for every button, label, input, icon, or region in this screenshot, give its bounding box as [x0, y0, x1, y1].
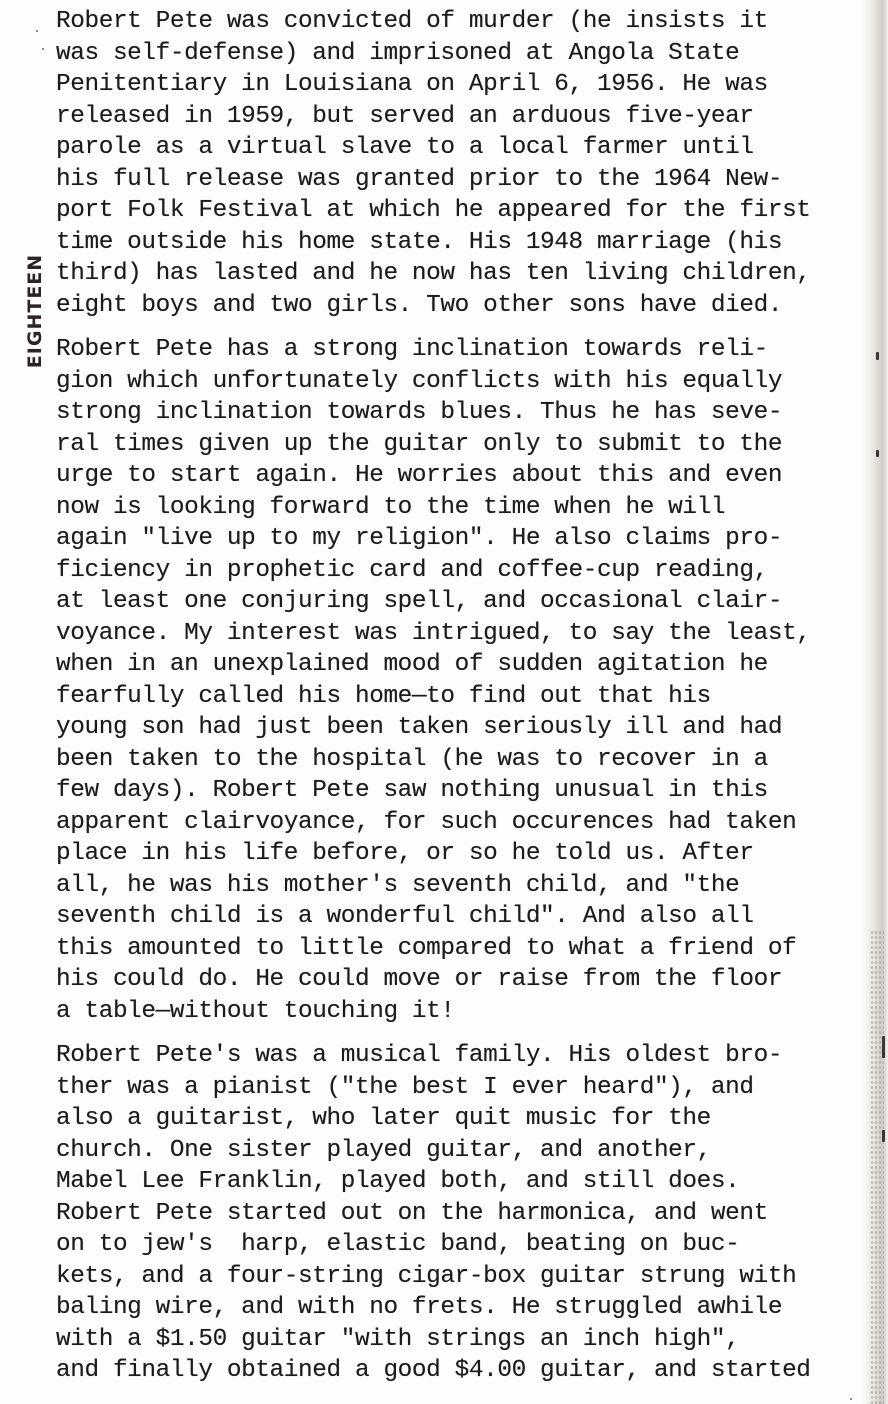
- text-line: ral times given up the guitar only to submit to the: [56, 430, 783, 458]
- text-line: Robert Pete's was a musical family. His oldest bro-: [56, 1042, 783, 1069]
- text-line: port Folk Festival at which he appeared for the first: [56, 197, 811, 224]
- text-line: Mabel Lee Franklin, played both, and still does.: [56, 1168, 740, 1195]
- text-line: voyance. My interest was intrigued, to say the least,: [56, 619, 811, 647]
- text-line: Penitentiary in Louisiana on April 6, 1956. He was: [56, 71, 768, 98]
- text-line: seventh child is a wonderful child". And also all: [56, 903, 754, 930]
- margin-annotation-text: EIGHTEEN: [24, 253, 46, 369]
- text-line: was self-defense) and imprisoned at Angola State: [56, 39, 740, 67]
- margin-tick-mark: [882, 1036, 885, 1058]
- scan-page-edge-speckle: [870, 930, 884, 1404]
- scan-speck: [36, 30, 38, 32]
- text-line: also a guitarist, who later quit music for the: [56, 1105, 711, 1132]
- text-line: place in his life before, or so he told us. After: [56, 840, 754, 867]
- text-line: fearfully called his home—to find out that his: [56, 682, 711, 710]
- paragraph-religion: [56, 334, 856, 1027]
- text-line: on to jew's harp, elastic band, beating on buc-: [56, 1231, 740, 1258]
- text-line: now is looking forward to the time when he will: [56, 493, 726, 521]
- text-line: his could do. He could move or raise from the floor: [56, 966, 783, 993]
- text-line: again "live up to my religion". He also claims pro-: [56, 525, 783, 552]
- paragraph-spacer: [56, 1027, 856, 1040]
- margin-tick-mark: [876, 352, 879, 360]
- text-line: ther was a pianist ("the best I ever heard"), and: [56, 1073, 754, 1101]
- text-line: this amounted to little compared to what a friend of: [56, 934, 797, 962]
- text-line: been taken to the hospital (he was to recover in a: [56, 745, 768, 773]
- text-line: few days). Robert Pete saw nothing unusual in this: [56, 777, 768, 804]
- text-line: Robert Pete started out on the harmonica, and went: [56, 1199, 768, 1227]
- scan-speck: [42, 48, 44, 50]
- text-line: all, he was his mother's seventh child, and "the: [56, 871, 740, 899]
- margin-tick-mark: [882, 1130, 885, 1142]
- text-line: third) has lasted and he now has ten living children,: [56, 260, 811, 287]
- text-line: at least one conjuring spell, and occasional clair-: [56, 588, 783, 615]
- typewritten-text-body: [56, 6, 856, 1387]
- text-line: a table—without touching it!: [56, 997, 455, 1025]
- paragraph-conviction: [56, 6, 856, 321]
- text-line: baling wire, and with no frets. He struggled awhile: [56, 1294, 783, 1321]
- margin-tick-mark: [876, 450, 879, 457]
- text-line: released in 1959, but served an arduous five-year: [56, 102, 754, 130]
- text-line: time outside his home state. His 1948 marriage (his: [56, 228, 783, 256]
- text-line: with a $1.50 guitar "with strings an inch high",: [56, 1325, 740, 1353]
- text-line: apparent clairvoyance, for such occurences had taken: [56, 808, 797, 836]
- text-line: church. One sister played guitar, and another,: [56, 1136, 711, 1164]
- text-line: eight boys and two girls. Two other sons have died.: [56, 291, 783, 319]
- text-line: Robert Pete has a strong inclination towards reli-: [56, 336, 768, 363]
- text-line: when in an unexplained mood of sudden agitation he: [56, 651, 768, 678]
- text-line: gion which unfortunately conflicts with his equally: [56, 367, 783, 395]
- paragraph-spacer: [56, 321, 856, 334]
- text-line: and finally obtained a good $4.00 guitar, and started: [56, 1357, 811, 1384]
- text-line: Robert Pete was convicted of murder (he insists it: [56, 8, 768, 35]
- text-line: strong inclination towards blues. Thus he has seve-: [56, 399, 783, 426]
- text-line: ficiency in prophetic card and coffee-cup reading,: [56, 556, 768, 584]
- handwritten-margin-annotation: [16, 246, 54, 376]
- text-line: parole as a virtual slave to a local farmer until: [56, 134, 754, 161]
- text-line: young son had just been taken seriously ill and had: [56, 714, 783, 741]
- paragraph-musical-family: [56, 1040, 856, 1387]
- text-line: kets, and a four-string cigar-box guitar strung with: [56, 1262, 797, 1290]
- text-line: urge to start again. He worries about this and even: [56, 462, 783, 489]
- text-line: his full release was granted prior to the 1964 New-: [56, 165, 783, 193]
- scan-speck: [850, 1398, 852, 1400]
